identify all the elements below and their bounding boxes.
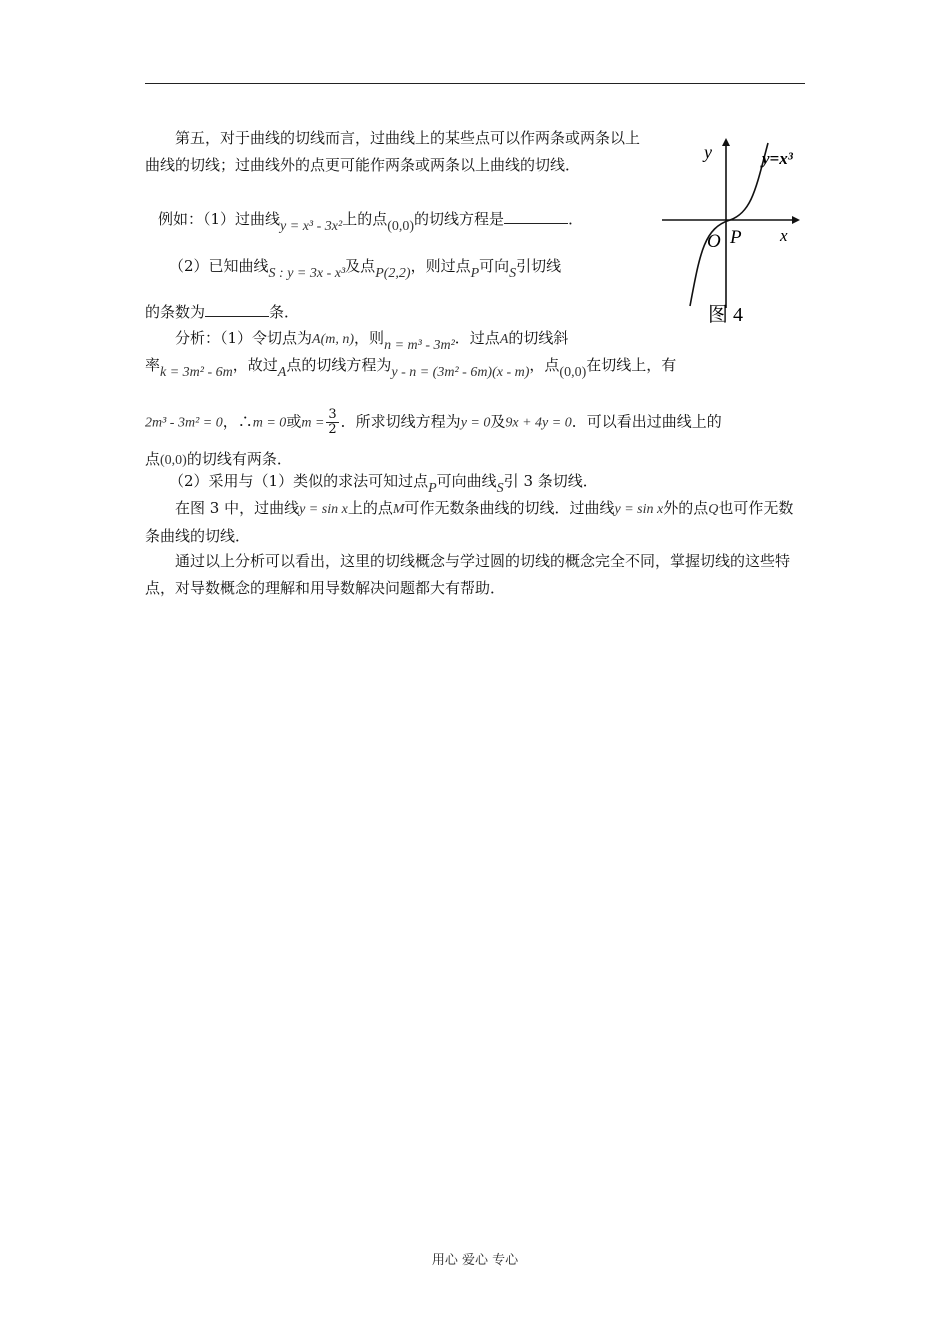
figure-4 — [660, 138, 800, 333]
formula: y = 0 — [460, 415, 491, 431]
formula: m = 0 — [252, 415, 287, 431]
paragraph-figure-3: 在图 3 中，过曲线y = sin x上的点M可作无数条曲线的切线．过曲线y = sin x外的点Q也可作无数条曲线的切线． — [145, 499, 794, 545]
formula: y = x³ - 3x² — [280, 219, 343, 234]
answer-blank — [504, 209, 568, 224]
point-label: P — [730, 227, 742, 248]
formula: P(2,2) — [375, 266, 411, 281]
example-1: 例如：（1）过曲线y = x³ - 3x²上的点(0,0)的切线方程是 ． — [158, 210, 584, 234]
x-axis-label: x — [780, 226, 788, 245]
page-footer: 用心 爱心 专心 — [431, 1253, 519, 1268]
origin-label: O — [707, 231, 721, 252]
formula: Q — [708, 502, 719, 517]
formula: A — [499, 332, 509, 347]
formula: P — [428, 481, 437, 496]
formula: A(m, n) — [312, 332, 355, 347]
formula: y - n = (3m² - 6m)(x - m) — [391, 365, 530, 380]
answer-blank — [205, 302, 269, 317]
formula: n = m³ - 3m² — [384, 338, 455, 353]
analysis-line-2: 率k = 3m² - 6m，故过A点的切线方程为y - n = (3m² - 6m)(x - m)，点(0,0)在切线上，有 — [145, 356, 677, 380]
analysis-2: （2）采用与（1）类似的求法可知过点P可向曲线S引 3 条切线． — [169, 472, 598, 496]
analysis-line-4: 点(0,0)的切线有两条． — [145, 450, 292, 468]
formula: A — [277, 365, 287, 380]
example-2: （2）已知曲线S : y = 3x - x³及点P(2,2)，则过点P可向S引切线 — [169, 257, 562, 281]
curve-line — [690, 143, 768, 306]
formula: k = 3m² - 6m — [160, 365, 233, 380]
analysis-line-3: 2m³ - 3m² = 0，∴m = 0或m = $\frac{3}{2}$ ．所求切线方程为y = 0及9x + 4y = 0．可以看出过曲线上的 — [145, 407, 722, 437]
formula: S : y = 3x - x³ — [268, 266, 346, 281]
formula: y = sin x — [614, 502, 664, 517]
fraction: $\frac{3}{2}$ — [328, 407, 337, 437]
formula: S — [509, 266, 517, 281]
formula: m = — [301, 415, 325, 431]
analysis-line-1: 分析：（1）令切点为A(m, n)，则n = m³ - 3m²．过点A的切线斜 — [175, 329, 569, 353]
formula: 9x + 4y = 0 — [505, 415, 572, 431]
formula: P — [470, 266, 480, 281]
paragraph-fifth: 第五，对于曲线的切线而言，过曲线上的某些点可以作两条或两条以上曲线的切线；过曲线外的点更可能作两条或两条以上曲线的切线． — [145, 129, 641, 174]
formula: M — [392, 502, 405, 517]
cubic-curve-graph — [660, 138, 800, 333]
formula: S — [496, 481, 504, 496]
y-axis-label: y — [704, 142, 712, 162]
formula: (0,0) — [160, 453, 187, 468]
header-rule — [145, 83, 805, 84]
y-axis-arrow — [722, 138, 730, 146]
example-2-cont: 的条数为 条． — [145, 303, 300, 321]
formula: 2m³ - 3m² = 0 — [145, 415, 223, 431]
x-axis-arrow — [792, 216, 800, 224]
formula: (0,0) — [387, 219, 415, 234]
paragraph-conclusion: 通过以上分析可以看出，这里的切线概念与学过圆的切线的概念完全不同，掌握切线的这些特点，对导数概念的理解和用导数解决问题都大有帮助． — [145, 552, 791, 597]
figure-caption: 图 4 — [708, 304, 743, 326]
formula: (0,0) — [559, 365, 587, 380]
formula: y = sin x — [299, 502, 348, 517]
curve-label: y=x³ — [762, 149, 793, 168]
